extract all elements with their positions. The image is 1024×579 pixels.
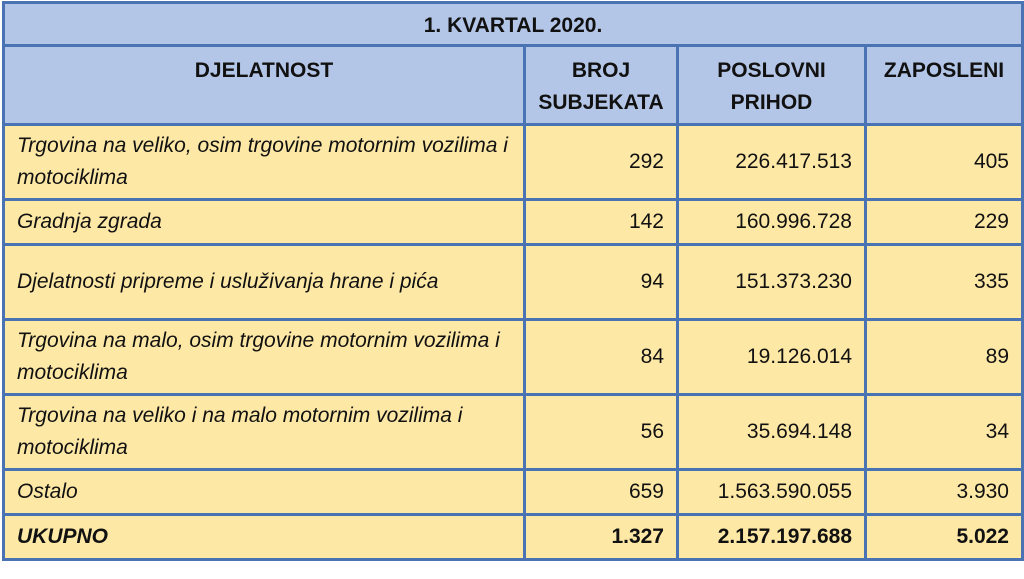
cell-zaposleni: 229 [866,200,1023,245]
table-title: 1. KVARTAL 2020. [4,3,1023,46]
cell-broj: 659 [525,470,678,515]
table-row [4,200,1023,245]
total-prihod: 2.157.197.688 [678,515,866,560]
cell-djelatnost: Trgovina na malo, osim trgovine motornim vozilima i motociklima [4,320,525,395]
cell-zaposleni: 335 [866,245,1023,320]
header-broj-subjekata: BROJ SUBJEKATA [525,46,678,125]
cell-zaposleni: 89 [866,320,1023,395]
table-row [4,245,1023,320]
cell-zaposleni: 34 [866,395,1023,470]
cell-djelatnost: Trgovina na veliko i na malo motornim vozilima i motociklima [4,395,525,470]
header-zaposleni: ZAPOSLENI [866,46,1023,125]
cell-prihod: 226.417.513 [678,125,866,200]
cell-prihod: 1.563.590.055 [678,470,866,515]
total-row [4,515,1023,560]
cell-broj: 56 [525,395,678,470]
table-row [4,320,1023,395]
cell-prihod: 160.996.728 [678,200,866,245]
table-row [4,470,1023,515]
cell-djelatnost: Djelatnosti pripreme i usluživanja hrane i pića [4,245,525,320]
total-label: UKUPNO [4,515,525,560]
header-row [4,46,1023,125]
cell-prihod: 19.126.014 [678,320,866,395]
header-poslovni-prihod: POSLOVNI PRIHOD [678,46,866,125]
cell-broj: 142 [525,200,678,245]
cell-zaposleni: 3.930 [866,470,1023,515]
cell-prihod: 35.694.148 [678,395,866,470]
cell-djelatnost: Gradnja zgrada [4,200,525,245]
cell-djelatnost: Ostalo [4,470,525,515]
total-broj: 1.327 [525,515,678,560]
cell-broj: 94 [525,245,678,320]
cell-broj: 292 [525,125,678,200]
cell-zaposleni: 405 [866,125,1023,200]
table-row [4,395,1023,470]
cell-prihod: 151.373.230 [678,245,866,320]
title-row [4,3,1023,46]
header-djelatnost: DJELATNOST [4,46,525,125]
cell-djelatnost: Trgovina na veliko, osim trgovine motornim vozilima i motociklima [4,125,525,200]
table-row [4,125,1023,200]
total-zaposleni: 5.022 [866,515,1023,560]
kvartal-table [2,1,1024,561]
cell-broj: 84 [525,320,678,395]
